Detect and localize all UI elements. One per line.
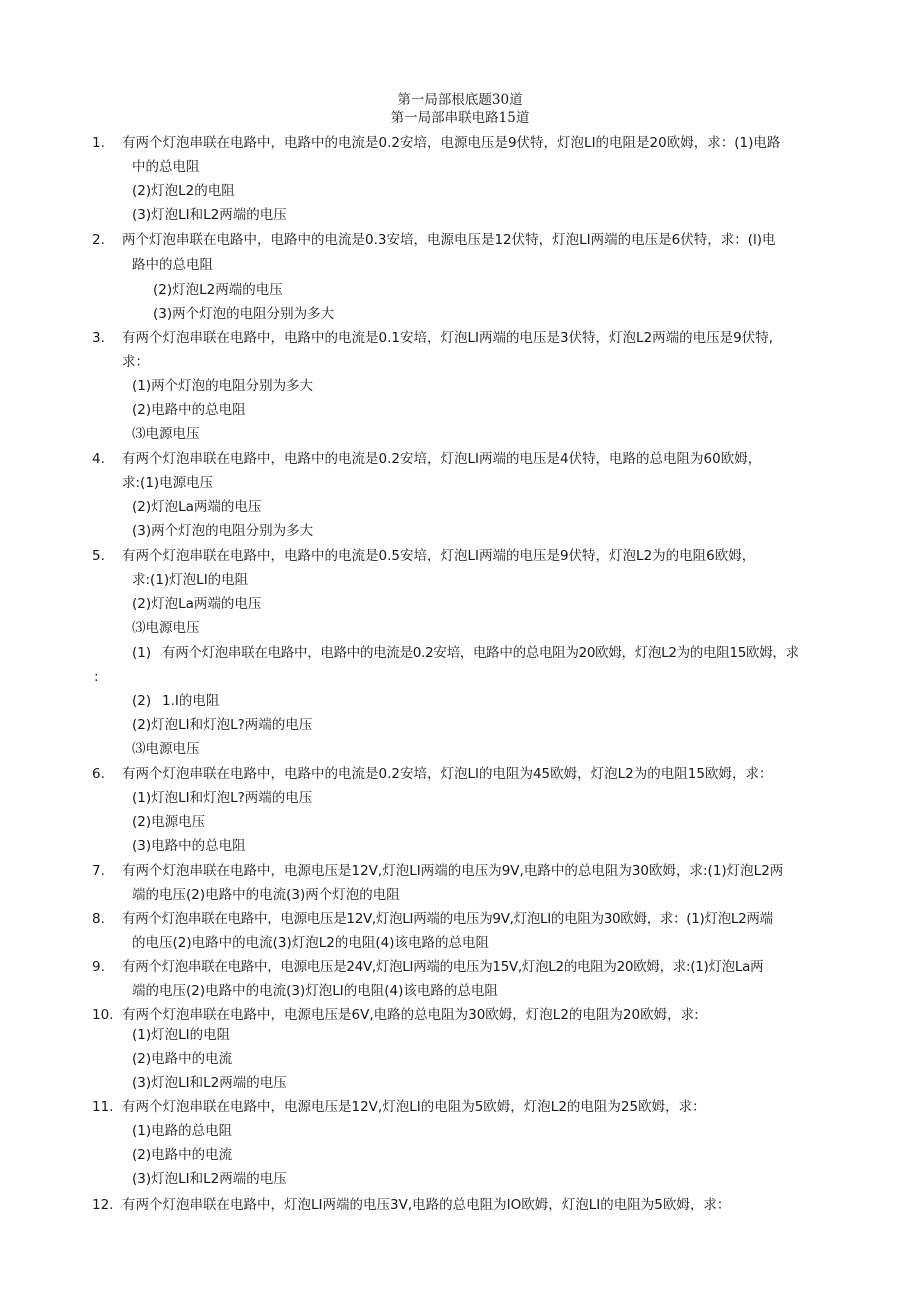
colon-mark: : — [94, 669, 99, 685]
sub-question: (1)灯泡LI和灯泡L?两端的电压 — [132, 790, 313, 806]
question-text: 有两个灯泡串联在电路中，电路中的电流是0.2安培，灯泡LI两端的电压是4伏特，电路的总电阻为60欧姆， — [122, 451, 762, 467]
question-number: 3. — [92, 330, 105, 346]
question-text-cont: 求:(1)电源电压 — [122, 475, 214, 491]
question-text: 有两个灯泡串联在电路中，电源电压是6V,电路的总电阻为30欧姆，灯泡L2的电阻为20欧姆，求: — [122, 1007, 699, 1023]
sub-question: ⑶电源电压 — [132, 620, 200, 636]
question-text-cont: 求： — [122, 354, 149, 370]
question-number: 6. — [92, 766, 105, 782]
question-number: 2. — [92, 232, 105, 248]
sub-question: (2)灯泡La两端的电压 — [132, 499, 262, 515]
sub-question: (2)灯泡L2两端的电压 — [153, 282, 283, 298]
sub-question: (3)灯泡LI和L2两端的电压 — [132, 207, 287, 223]
question-text: 有两个灯泡串联在电路中，电路中的电流是0.2安培，灯泡LI的电阻为45欧姆，灯泡L2为的电阻15欧姆，求： — [122, 766, 773, 782]
subsection-title: 第一局部串联电路15道 — [390, 110, 530, 126]
sub-question: (1)灯泡LI的电阻 — [132, 1027, 231, 1043]
question-text-cont: 端的电压(2)电路中的电流(3)两个灯泡的电阻 — [132, 887, 400, 903]
question-text: 有两个灯泡串联在电路中，灯泡LI两端的电压3V,电路的总电阻为IO欧姆，灯泡LI的电阻为5欧姆，求： — [122, 1197, 731, 1213]
sub-question: (2)电源电压 — [132, 814, 206, 830]
sub-question: (2)灯泡L2的电阻 — [132, 183, 235, 199]
sub-question: ⑶电源电压 — [132, 426, 200, 442]
question-number: 11. — [92, 1099, 114, 1115]
question-text: 有两个灯泡串联在电路中，电路中的电流是0.5安培，灯泡LI两端的电压是9伏特，灯泡L2为的电阻6欧姆， — [122, 548, 756, 564]
question-text-cont: 中的总电阻 — [132, 159, 200, 175]
question-text: 有两个灯泡串联在电路中，电源电压是12V,灯泡LI的电阻为5欧姆，灯泡L2的电阻为25欧姆，求： — [122, 1099, 706, 1115]
question-number: 5. — [92, 548, 105, 564]
question-text: 两个灯泡串联在电路中，电路中的电流是0.3安培，电源电压是12伏特，灯泡LI两端的电压是6伏特，求：(l)电 — [122, 232, 776, 248]
sub-question: (1)电路的总电阻 — [132, 1123, 233, 1139]
sub-question: (3)两个灯泡的电阻分别为多大 — [132, 523, 314, 539]
question-number: 7. — [92, 863, 105, 879]
question-number: 10. — [92, 1007, 114, 1023]
sub-question: (2)电路中的总电阻 — [132, 402, 246, 418]
question-number: 4. — [92, 451, 105, 467]
sub-question: (3)灯泡LI和L2两端的电压 — [132, 1171, 287, 1187]
question-text: 有两个灯泡串联在电路中，电源电压是12V,灯泡LI两端的电压为9V,灯泡LI的电阻为30欧姆，求：(1)灯泡L2两端 — [122, 911, 773, 927]
question-text: 有两个灯泡串联在电路中，电路中的电流是0.2安培，电路中的总电阻为20欧姆，灯泡L2为的电阻15欧姆，求 — [162, 645, 799, 661]
question-text: 有两个灯泡串联在电路中，电源电压是12V,灯泡LI两端的电压为9V,电路中的总电阻为30欧姆，求:(1)灯泡L2两 — [122, 863, 784, 879]
question-text: 有两个灯泡串联在电路中，电路中的电流是0.1安培，灯泡LI两端的电压是3伏特，灯泡L2两端的电压是9伏特, — [122, 330, 774, 346]
question-text: 有两个灯泡串联在电路中，电源电压是24V,灯泡LI两端的电压为15V,灯泡L2的电阻为20欧姆，求:(1)灯泡La两 — [122, 959, 764, 975]
question-number: 8. — [92, 911, 105, 927]
question-text: 有两个灯泡串联在电路中，电路中的电流是0.2安培，电源电压是9伏特，灯泡LI的电阻是20欧姆，求：(1)电路 — [122, 135, 781, 151]
sub-question: (2)灯泡LI和灯泡L?两端的电压 — [132, 717, 313, 733]
sub-question: (3)两个灯泡的电阻分别为多大 — [153, 306, 335, 322]
sub-question: ⑶电源电压 — [132, 741, 200, 757]
question-number: 12. — [92, 1197, 114, 1213]
question-number: 1. — [92, 135, 105, 151]
sub-question: (3)灯泡LI和L2两端的电压 — [132, 1075, 287, 1091]
question-text-cont: 路中的总电阻 — [132, 257, 213, 273]
sub-question: (3)电路中的总电阻 — [132, 838, 246, 854]
question-text-cont: 求:(1)灯泡LI的电阻 — [132, 572, 249, 588]
sub-question: 1.I的电阻 — [162, 693, 220, 709]
sub-question: (2)电路中的电流 — [132, 1051, 233, 1067]
section-title: 第一局部根底题30道 — [397, 92, 523, 108]
question-text-cont: 的电压(2)电路中的电流(3)灯泡L2的电阻(4)该电路的总电阻 — [132, 935, 489, 951]
sub-question: (2)灯泡La两端的电压 — [132, 596, 262, 612]
sub-question: (2)电路中的电流 — [132, 1147, 233, 1163]
sub-question-number: (2) — [132, 693, 152, 709]
sub-question: (1)两个灯泡的电阻分别为多大 — [132, 378, 314, 394]
question-number: (1) — [132, 645, 152, 661]
question-number: 9. — [92, 959, 105, 975]
question-text-cont: 端的电压(2)电路中的电流(3)灯泡LI的电阻(4)该电路的总电阻 — [132, 983, 498, 999]
